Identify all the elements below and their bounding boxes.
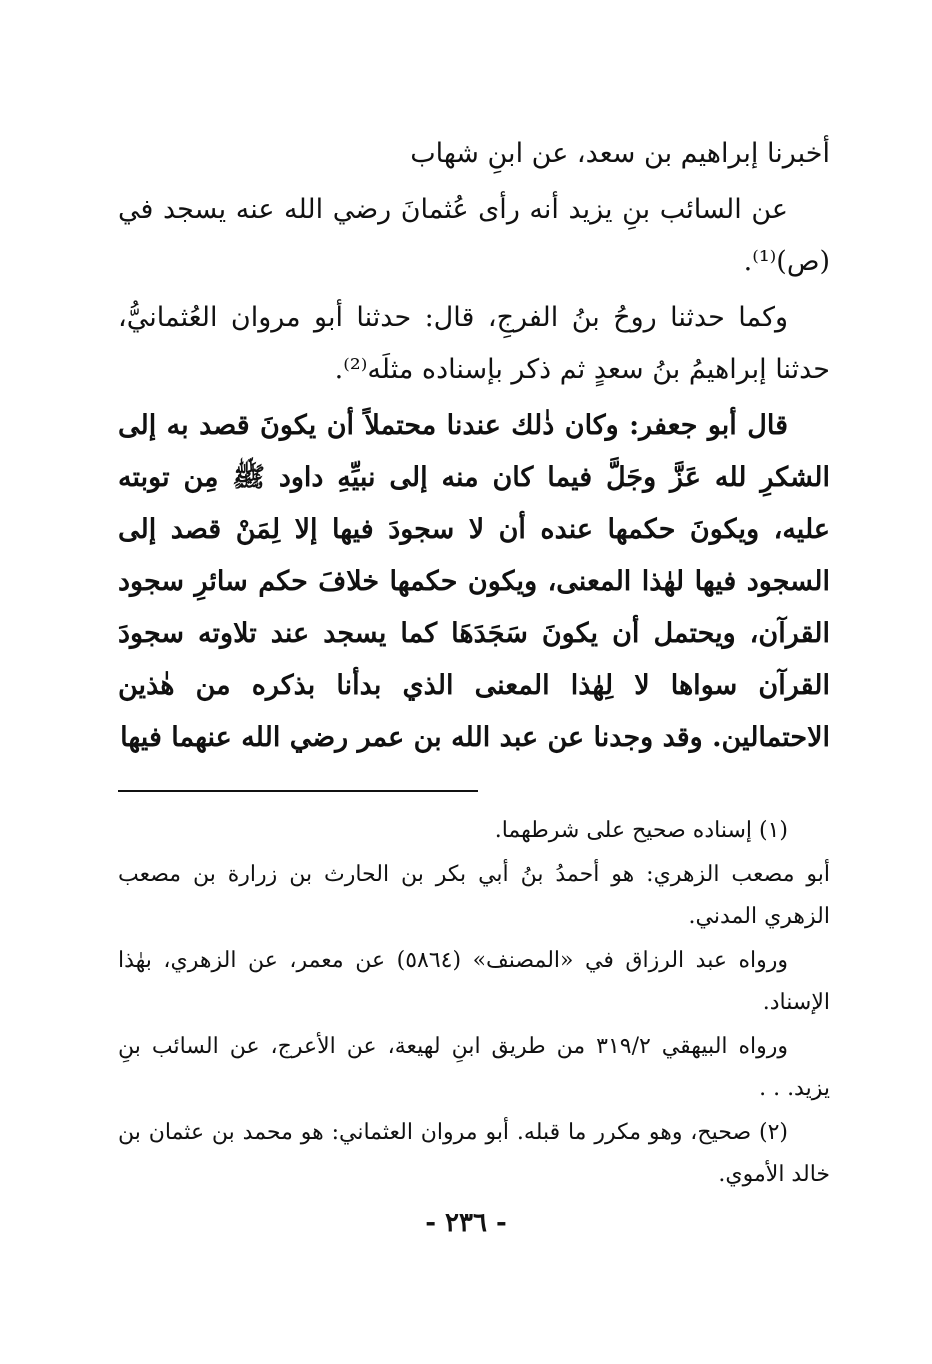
footnote-1-bayhaqi: ورواه البيهقي ٣١٩/٢ من طريق ابنِ لهيعة، عن الأعرج، عن السائب بنِ يزيد. . . [118,1034,830,1101]
footnote-2: (٢) صحيح، وهو مكرر ما قبله. أبو مروان العثماني: هو محمد بن عثمان بن خالد الأموي. [118,1120,830,1187]
footnote-1: (١) إسناده صحيح على شرطهما. [494,818,788,843]
main-text [118,128,830,764]
footnotes [118,810,830,1196]
paragraph-sa-ib-report: عن السائب بنِ يزيد أنه رأى عُثمانَ رضي الله عنه يسجد في (ص)⁽¹⁾. [118,194,830,277]
speaker-label: قال أبو جعفر: [629,410,789,441]
page-body [118,128,830,1196]
commentary-text: وكان ذٰلك عندنا محتملاً أن يكونَ قصد به إلى الشكرِ لله عَزَّ وجَلَّ فيما كان منه إلى نبيِّهِ داود ﷺ مِن توبته عليه، ويكونَ حكمها عنده أن لا سجودَ فيها إلا لِمَنْ قصد إلى السجود فيها لهٰذا المعنى، ويكون حكمها خلافَ حكم سائرِ سجود القرآن، ويحتمل أن يكونَ سَجَدَهَا كما يسجد عند تلاوته سجودَ القرآن سواها لا لِهٰذا المعنى الذي بدأنا بذكره من هٰذين الاحتمالين. وقد وجدنا عن عبد [118,410,830,753]
footnote-divider [118,790,478,792]
paragraph-abu-jafar-commentary [118,400,830,764]
footnote-1-narrator: أبو مصعب الزهري: هو أحمدُ بنُ أبي بكر بن الحارث بن زرارة بن مصعب الزهري المدني. [118,862,830,929]
footnote-1-abdulrazzaq: ورواه عبد الرزاق في «المصنف» (٥٨٦٤) عن معمر، عن الزهري، بهٰذا الإسناد. [118,948,830,1015]
final-line: الله بن عمر رضي الله عنهما فيها [120,722,491,753]
paragraph-second-isnad: وكما حدثنا روحُ بنُ الفرجِ، قال: حدثنا أبو مروان العُثمانيُّ، حدثنا إبراهيمُ بنُ سعدٍ ثم ذكر بإسناده مثلَه⁽²⁾. [118,302,830,385]
paragraph-isnad-opening: أخبرنا إبراهيم بن سعد، عن ابنِ شهاب [410,138,830,169]
page-number: - ٢٣٦ - [425,1208,507,1238]
